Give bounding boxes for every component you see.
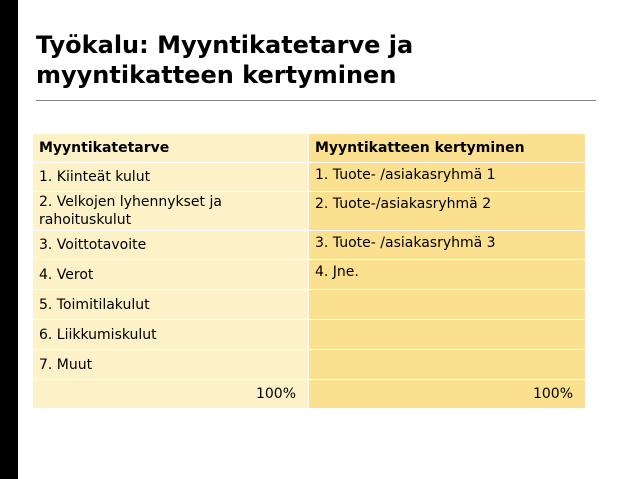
side-bar xyxy=(0,0,18,479)
table-row xyxy=(33,230,585,259)
table-cell-left: 1. Kiinteät kulut xyxy=(33,163,309,191)
total-left: 100% xyxy=(33,380,309,408)
table-row xyxy=(33,349,585,379)
slide-title: Työkalu: Myyntikatetarve ja myyntikatteen kertyminen xyxy=(36,31,414,89)
title-divider xyxy=(36,100,596,101)
table-cell-left: 6. Liikkumiskulut xyxy=(33,320,309,349)
comparison-table xyxy=(33,134,585,408)
header-myyntikatteen-kertyminen: Myyntikatteen kertyminen xyxy=(309,134,585,162)
table-header-row xyxy=(33,134,585,162)
header-myyntikatetarve: Myyntikatetarve xyxy=(33,134,309,162)
table-cell-left: 7. Muut xyxy=(33,350,309,379)
table-row xyxy=(33,191,585,230)
table-cell-right: 4. Jne. xyxy=(309,260,585,289)
table-cell-left: 2. Velkojen lyhennykset ja rahoituskulut xyxy=(33,192,309,230)
table-total-row xyxy=(33,379,585,408)
table-cell-right: 1. Tuote- /asiakasryhmä 1 xyxy=(309,163,585,191)
table-cell-right xyxy=(309,350,585,379)
table-cell-right xyxy=(309,290,585,319)
table-cell-left: 4. Verot xyxy=(33,260,309,289)
total-right: 100% xyxy=(309,380,585,408)
table-cell-left: 5. Toimitilakulut xyxy=(33,290,309,319)
table-cell-right: 2. Tuote-/asiakasryhmä 2 xyxy=(309,192,585,230)
table-row xyxy=(33,319,585,349)
table-row xyxy=(33,259,585,289)
table-cell-right xyxy=(309,320,585,349)
table-row xyxy=(33,162,585,191)
table-cell-left: 3. Voittotavoite xyxy=(33,231,309,259)
table-cell-right: 3. Tuote- /asiakasryhmä 3 xyxy=(309,231,585,259)
table-row xyxy=(33,289,585,319)
